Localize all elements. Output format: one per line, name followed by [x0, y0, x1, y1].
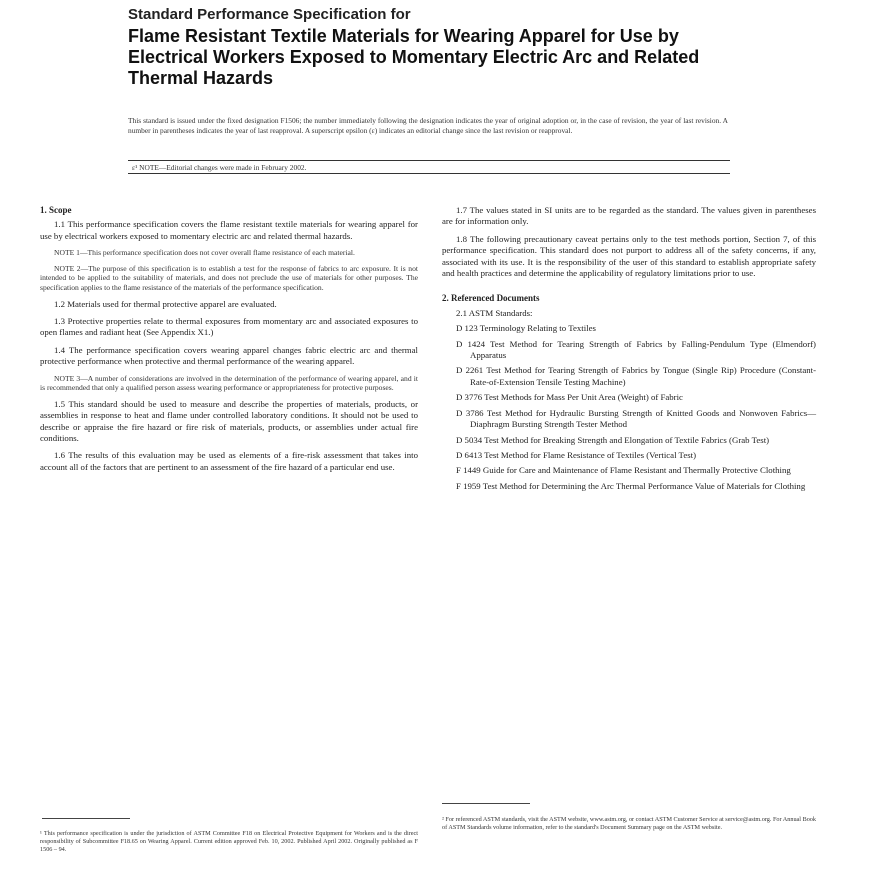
editorial-note-box: ε¹ NOTE—Editorial changes were made in February 2002.	[128, 160, 730, 174]
document-title: Flame Resistant Textile Materials for Wearing Apparel for Use by Electrical Workers Exposed to Momentary Electric Arc and Related Thermal Hazards	[128, 26, 700, 88]
note-2: NOTE 2—The purpose of this specification is to establish a test for the response of fabrics to arc exposure. It is not intended to be applied to the suitability of materials, and does not preclude the use of materials for other purposes. The specification applies to the flame resistance of the materials of the performance specification.	[40, 263, 418, 292]
reference-item: D 3776 Test Methods for Mass Per Unit Area (Weight) of Fabric	[456, 392, 683, 403]
designation-note: This standard is issued under the fixed designation F1506; the number immediately following the designation indicates the year of original adoption or, in the case of revision, the year of last revision. A number in parentheses indicates the year of last reapproval. A superscript epsilon (ε) indicates an editorial change since the last revision or reapproval.	[128, 116, 728, 135]
reference-item: 2.1 ASTM Standards:	[456, 307, 533, 318]
reference-item: D 1424 Test Method for Tearing Strength of Fabrics by Falling-Pendulum Type (Elmendorf) Apparatus	[456, 338, 816, 361]
paragraph-1-5: 1.5 This standard should be used to measure and describe the properties of materials, products, or assemblies in response to heat and flame under controlled laboratory conditions. It should not be used to describe or appraise the fire hazard or fire risk of materials, products, or assemblies under actual fire conditions.	[40, 398, 418, 444]
footnote-left: ¹ This performance specification is under the jurisdiction of ASTM Committee F18 on Electrical Protective Equipment for Workers and is the direct responsibility of Subcommittee F18.65 on Wearing Apparel. Current edition approved Feb. 10, 2002. Published April 2002. Originally published as F 1506 – 94.	[40, 830, 418, 853]
note-3: NOTE 3—A number of considerations are involved in the determination of the performance of wearing apparel, and it is recommended that only a qualified person assess wearing performance or appropriateness for protective purposes.	[40, 373, 418, 393]
reference-item: D 123 Terminology Relating to Textiles	[456, 323, 596, 334]
reference-item: D 2261 Test Method for Tearing Strength of Fabrics by Tongue (Single Rip) Procedure (Constant-Rate-of-Extension Tensile Testing Machine)	[456, 365, 816, 387]
paragraph-1-6: 1.6 The results of this evaluation may be used as elements of a fire-risk assessment that takes into account all of the factors that are pertinent to an assessment of the fire hazard of a particular end use.	[40, 450, 418, 472]
footnote-right: ² For referenced ASTM standards, visit the ASTM website, www.astm.org, or contact ASTM Customer Service at service@astm.org. For Annual Book of ASTM Standards volume information, refer to the standard's Document Summary page on the ASTM website.	[442, 816, 816, 831]
reference-item: D 6413 Test Method for Flame Resistance of Textiles (Vertical Test)	[456, 449, 697, 460]
footnote-divider-right	[442, 803, 530, 804]
reference-item: F 1959 Test Method for Determining the Arc Thermal Performance Value of Materials for Clothing	[456, 480, 806, 491]
paragraph-1-3: 1.3 Protective properties relate to thermal exposures from momentary arc and associated exposures to open flames and radiant heat (See Appendix X1.)	[40, 316, 418, 338]
reference-item: D 5034 Test Method for Breaking Strength and Elongation of Textile Fabrics (Grab Test)	[456, 434, 770, 445]
section-heading-scope: 1. Scope	[40, 205, 72, 215]
reference-item: D 3786 Test Method for Hydraulic Bursting Strength of Knitted Goods and Nonwoven Fabrics—Diaphragm Bursting Strength Tester Method	[456, 407, 816, 430]
document-header	[128, 6, 728, 89]
paragraph-1-2: 1.2 Materials used for thermal protective apparel are evaluated.	[54, 298, 277, 309]
referenced-documents-list	[442, 308, 816, 492]
note-1: NOTE 1—This performance specification does not cover overall flame resistance of each material.	[54, 248, 355, 258]
reference-item: F 1449 Guide for Care and Maintenance of Flame Resistant and Thermally Protective Clothing	[456, 465, 791, 476]
section-heading-referenced-documents: 2. Referenced Documents	[442, 293, 540, 304]
right-column	[442, 205, 816, 496]
left-column	[40, 205, 418, 479]
document-kicker: Standard Performance Specification for	[128, 6, 411, 23]
paragraph-1-4: 1.4 The performance specification covers wearing apparel changes fabric electric arc and thermal protective performance when protective and thermal performance of the wearing apparel.	[40, 344, 418, 367]
paragraph-1-1: 1.1 This performance specification covers the flame resistant textile materials for wearing apparel for use by electrical workers exposed to momentary electric arc and related thermal hazards.	[40, 219, 418, 241]
paragraph-1-8: 1.8 The following precautionary caveat pertains only to the test methods portion, Section 7, of this performance specification. This standard does not purport to address all of the safety concerns, if any, associated with its use. It is the responsibility of the user of this standard to establish appropriate safety and health practices and determine the applicability of regulatory limitations prior to use.	[442, 233, 816, 279]
paragraph-1-7: 1.7 The values stated in SI units are to be regarded as the standard. The values given in parentheses are for information only.	[442, 205, 816, 227]
footnote-divider-left	[42, 818, 130, 819]
